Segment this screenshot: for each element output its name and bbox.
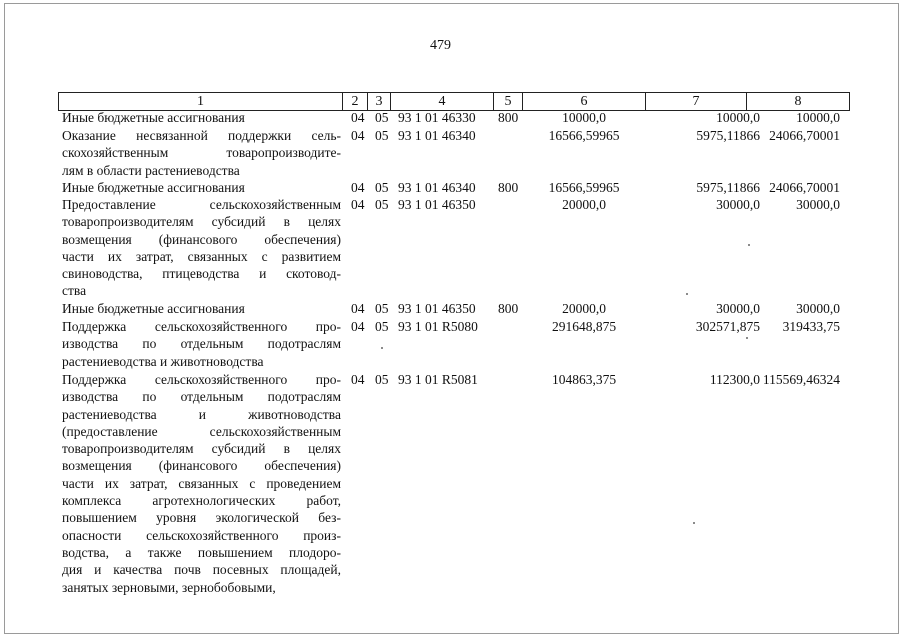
cell-col-3: 05	[375, 372, 389, 387]
header-cell-8: 8	[746, 92, 850, 111]
cell-col-6: 104863,375	[551, 372, 617, 387]
description-line: товаропроизводителям субсидий в целях	[62, 441, 341, 457]
cell-col-8: 30000,0	[796, 301, 840, 316]
description-line: опасности сельскохозяйственного произ-	[62, 527, 341, 543]
cell-col-4: 93 1 01 46350	[398, 301, 476, 316]
description-line: занятых зерновыми, зернобобовыми,	[62, 579, 276, 595]
cell-col-7: 112300,0	[709, 372, 760, 387]
cell-col-4: 93 1 01 R5081	[398, 372, 478, 387]
cell-col-7: 302571,875	[695, 319, 760, 334]
description-line: лям в области растениеводства	[62, 162, 240, 178]
header-cell-1: 1	[58, 92, 343, 111]
description-line: дия и качества почв посевных площадей,	[62, 562, 341, 578]
cell-col-4: 93 1 01 R5080	[398, 319, 478, 334]
cell-col-3: 05	[375, 110, 389, 125]
cell-col-2: 04	[351, 319, 365, 334]
description-line: (предоставление сельскохозяйственным	[62, 423, 341, 439]
header-cell-6: 6	[522, 92, 646, 111]
scan-speck	[693, 522, 695, 524]
description-line: ства	[62, 283, 87, 299]
description-line: скохозяйственным товаропроизводите-	[62, 145, 341, 161]
description-line: повышением уровня экологической без-	[62, 510, 341, 526]
cell-col-7: 10000,0	[716, 110, 760, 125]
description-line: Поддержка сельскохозяйственного про-	[62, 372, 341, 387]
description-line: Оказание несвязанной поддержки сель-	[62, 128, 341, 143]
row-description	[62, 127, 341, 179]
description-line: растениеводства и животноводства	[62, 353, 264, 369]
row-description	[62, 318, 341, 370]
description-line: части их затрат, связанных с проведением	[62, 475, 341, 491]
cell-col-7: 30000,0	[716, 197, 760, 212]
cell-col-8: 115569,46324	[762, 372, 840, 387]
cell-col-5: 800	[498, 301, 519, 316]
page-number: 479	[430, 38, 451, 53]
header-cell-4: 4	[390, 92, 494, 111]
cell-col-2: 04	[351, 128, 365, 143]
cell-col-4: 93 1 01 46350	[398, 197, 476, 212]
cell-col-4: 93 1 01 46340	[398, 128, 476, 143]
cell-col-2: 04	[351, 110, 365, 125]
header-cell-7: 7	[645, 92, 747, 111]
cell-col-3: 05	[375, 301, 389, 316]
description-line: возмещения (финансового обеспечения)	[62, 458, 341, 474]
description-line: Предоставление сельскохозяйственным	[62, 197, 341, 212]
row-description	[62, 300, 341, 317]
description-line: Иные бюджетные ассигнования	[62, 110, 245, 125]
cell-col-3: 05	[375, 319, 389, 334]
cell-col-5: 800	[498, 180, 519, 195]
cell-col-6: 20000,0	[562, 301, 606, 316]
row-description	[62, 179, 341, 196]
cell-col-2: 04	[351, 180, 365, 195]
cell-col-6: 10000,0	[562, 110, 606, 125]
row-description	[62, 196, 341, 300]
header-cell-3: 3	[367, 92, 391, 111]
row-description	[62, 109, 341, 126]
description-line: изводства по отдельным подотраслям	[62, 336, 341, 352]
cell-col-7: 5975,11866	[696, 180, 760, 195]
description-line: возмещения (финансового обеспечения)	[62, 231, 341, 247]
cell-col-3: 05	[375, 128, 389, 143]
cell-col-6: 16566,59965	[548, 128, 620, 143]
cell-col-5: 800	[498, 110, 519, 125]
scan-speck	[381, 347, 383, 349]
cell-col-4: 93 1 01 46330	[398, 110, 476, 125]
description-line: комплекса агротехнологических работ,	[62, 493, 341, 509]
description-line: Иные бюджетные ассигнования	[62, 180, 245, 195]
header-cell-5: 5	[493, 92, 523, 111]
cell-col-2: 04	[351, 372, 365, 387]
description-line: водства, а также повышением плодоро-	[62, 544, 341, 560]
cell-col-8: 30000,0	[796, 197, 840, 212]
cell-col-8: 319433,75	[782, 319, 840, 334]
cell-col-8: 24066,70001	[769, 180, 840, 195]
description-line: растениеводства и животноводства	[62, 406, 341, 422]
cell-col-2: 04	[351, 301, 365, 316]
scan-speck	[748, 244, 750, 246]
description-line: изводства по отдельным подотраслям	[62, 389, 341, 405]
header-cell-2: 2	[342, 92, 368, 111]
description-line: Поддержка сельскохозяйственного про-	[62, 319, 341, 334]
cell-col-7: 30000,0	[716, 301, 760, 316]
cell-col-2: 04	[351, 197, 365, 212]
cell-col-6: 16566,59965	[548, 180, 620, 195]
row-description	[62, 371, 341, 596]
description-line: части их затрат, связанных с развитием	[62, 248, 341, 264]
cell-col-6: 20000,0	[562, 197, 606, 212]
scan-speck	[746, 337, 748, 339]
cell-col-3: 05	[375, 180, 389, 195]
cell-col-8: 10000,0	[796, 110, 840, 125]
cell-col-4: 93 1 01 46340	[398, 180, 476, 195]
description-line: товаропроизводителям субсидий в целях	[62, 214, 341, 230]
cell-col-7: 5975,11866	[696, 128, 760, 143]
cell-col-6: 291648,875	[551, 319, 617, 334]
description-line: свиноводства, птицеводства и скотовод-	[62, 266, 341, 282]
cell-col-8: 24066,70001	[769, 128, 840, 143]
description-line: Иные бюджетные ассигнования	[62, 301, 245, 316]
cell-col-3: 05	[375, 197, 389, 212]
scan-speck	[686, 293, 688, 295]
